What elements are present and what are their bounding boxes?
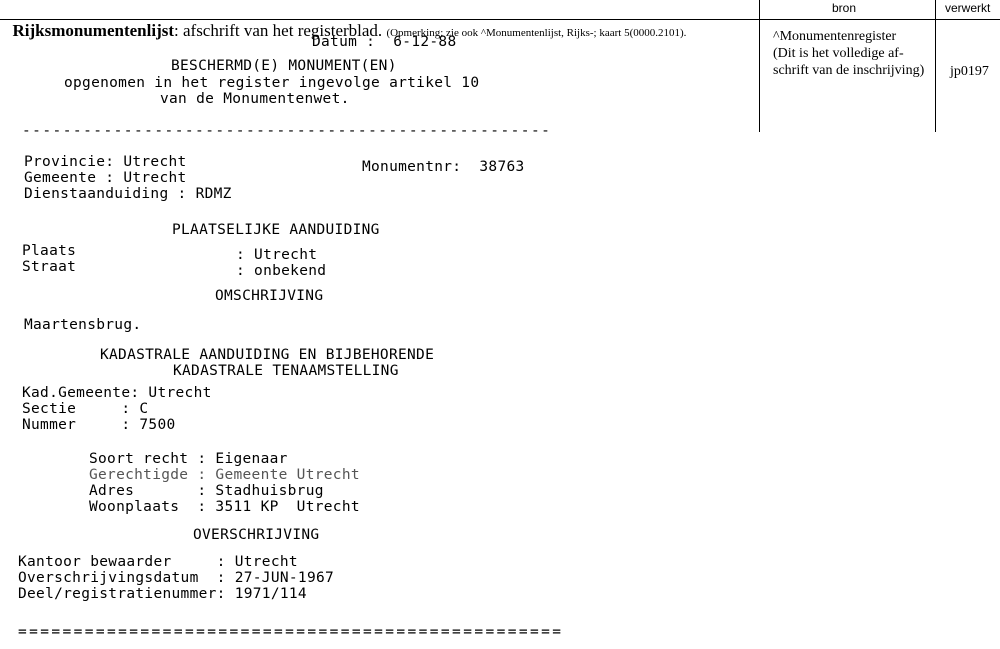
plaats-value: : Utrecht (236, 247, 318, 263)
nummer: Nummer : 7500 (22, 417, 176, 433)
column-header-verwerkt: verwerkt (945, 1, 991, 15)
plaats-label: Plaats (22, 243, 77, 259)
dienstaanduiding: Dienstaanduiding : RDMZ (24, 186, 232, 202)
bron-line-1: ^Monumentenregister (773, 29, 897, 44)
gemeente: Gemeente : Utrecht (24, 170, 187, 186)
page-subtitle: : afschrift van het registerblad. (174, 21, 383, 40)
straat-label: Straat (22, 259, 77, 275)
column-header-bron: bron (832, 1, 857, 15)
bron-line-2: (Dit is het volledige af- (773, 46, 904, 61)
omschrijving-heading: OMSCHRIJVING (215, 288, 324, 304)
kantoor-bewaarder: Kantoor bewaarder : Utrecht (18, 554, 298, 570)
kadastrale-heading-1: KADASTRALE AANDUIDING EN BIJBEHORENDE (100, 347, 435, 363)
kadastrale-heading-2: KADASTRALE TENAAMSTELLING (173, 363, 399, 379)
gerechtigde: Gerechtigde : Gemeente Utrecht (89, 467, 360, 483)
adres: Adres : Stadhuisbrug (89, 483, 324, 499)
heading-monumentenwet: van de Monumentenwet. (160, 91, 350, 107)
bron-column-border (759, 0, 760, 132)
heading-opgenomen: opgenomen in het register ingevolge artikel 10 (64, 75, 480, 91)
omschrijving-text: Maartensbrug. (24, 317, 142, 333)
plaatselijke-heading: PLAATSELIJKE AANDUIDING (172, 222, 380, 238)
verwerkt-value: jp0197 (950, 64, 989, 79)
bron-line-3: schrift van de inschrijving) (773, 63, 925, 78)
page-title: Rijksmonumentenlijst (12, 21, 175, 40)
monumentnr: Monumentnr: 38763 (362, 159, 525, 175)
header-note: (Opmerking: zie ook ^Monumentenlijst, Rijks-; kaart 5(0000.2101). (386, 27, 687, 39)
dash-separator: ---------------------------------------------------- (22, 123, 552, 139)
overschrijvingsdatum: Overschrijvingsdatum : 27-JUN-1967 (18, 570, 335, 586)
verwerkt-column-border (935, 0, 936, 132)
overschrijving-heading: OVERSCHRIJVING (193, 527, 320, 543)
heading-beschermd: BESCHERMD(E) MONUMENT(EN) (171, 58, 397, 74)
sectie: Sectie : C (22, 401, 149, 417)
woonplaats: Woonplaats : 3511 KP Utrecht (89, 499, 360, 515)
straat-value: : onbekend (236, 263, 327, 279)
equals-separator: ================================================= (18, 624, 564, 640)
soort-recht: Soort recht : Eigenaar (89, 451, 288, 467)
datum: Datum : 6-12-88 (312, 34, 457, 50)
kad-gemeente: Kad.Gemeente: Utrecht (22, 385, 212, 401)
provincie: Provincie: Utrecht (24, 154, 187, 170)
header-divider (0, 19, 1000, 20)
deel-registratienummer: Deel/registratienummer: 1971/114 (18, 586, 307, 602)
